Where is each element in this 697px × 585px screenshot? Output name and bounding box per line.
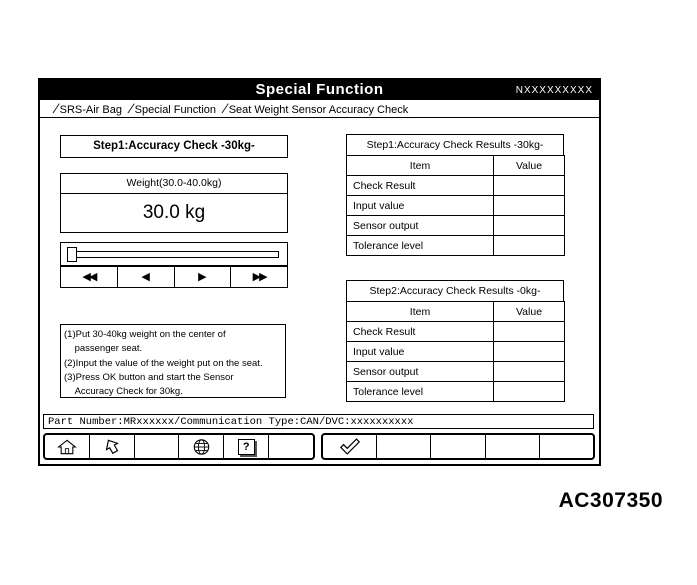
table-row bbox=[347, 382, 565, 402]
slider-track[interactable] bbox=[69, 251, 279, 258]
instruction-text: (1)Put 30-40kg weight on the center of passenger seat. (2)Input the value of the weight put on the seat. (3)Press OK button and start the Sensor Accuracy Check for 30kg. bbox=[60, 324, 286, 398]
table-header-row bbox=[347, 302, 565, 322]
window-title: Special Function bbox=[255, 81, 384, 98]
results-table2 bbox=[346, 301, 565, 402]
column-header-value: Value bbox=[494, 302, 565, 322]
row-item: Tolerance level bbox=[347, 236, 494, 256]
figure-caption: AC307350 bbox=[558, 489, 663, 512]
row-item: Check Result bbox=[347, 176, 494, 196]
weight-range-label: Weight(30.0-40.0kg) bbox=[61, 174, 287, 194]
row-item: Tolerance level bbox=[347, 382, 494, 402]
table-row bbox=[347, 322, 565, 342]
help-button[interactable] bbox=[224, 435, 269, 458]
row-value bbox=[494, 216, 565, 236]
row-item: Sensor output bbox=[347, 216, 494, 236]
table-row bbox=[347, 362, 565, 382]
special-function-window bbox=[38, 78, 601, 466]
up-arrow-icon bbox=[100, 435, 124, 459]
row-item: Check Result bbox=[347, 322, 494, 342]
help-icon: ? bbox=[238, 439, 255, 455]
results-table1-title: Step1:Accuracy Check Results -30kg- bbox=[346, 134, 564, 157]
toolbar-empty-slot bbox=[377, 435, 431, 458]
globe-icon bbox=[192, 438, 211, 456]
row-value bbox=[494, 382, 565, 402]
title-bar bbox=[40, 80, 599, 100]
table-row bbox=[347, 342, 565, 362]
table-row bbox=[347, 176, 565, 196]
column-header-item: Item bbox=[347, 156, 494, 176]
weight-input-box bbox=[60, 173, 288, 233]
decrease-button[interactable]: ◀ bbox=[117, 266, 175, 288]
row-value bbox=[494, 362, 565, 382]
breadcrumb bbox=[40, 100, 599, 118]
ok-button[interactable] bbox=[323, 435, 377, 458]
fast-increase-button[interactable]: ▶▶ bbox=[230, 266, 288, 288]
row-value bbox=[494, 196, 565, 216]
column-header-item: Item bbox=[347, 302, 494, 322]
row-value bbox=[494, 322, 565, 342]
increase-button[interactable]: ▶ bbox=[174, 266, 232, 288]
breadcrumb-separator: / bbox=[52, 101, 60, 116]
row-value bbox=[494, 176, 565, 196]
toolbar-left-group bbox=[43, 433, 315, 460]
up-level-button[interactable] bbox=[90, 435, 135, 458]
weight-adjust-buttons bbox=[60, 266, 288, 288]
row-value bbox=[494, 236, 565, 256]
status-bar: Part Number:MRxxxxxx/Communication Type:CAN/DVC:xxxxxxxxxx bbox=[43, 414, 594, 429]
row-item: Input value bbox=[347, 342, 494, 362]
breadcrumb-separator: / bbox=[127, 101, 135, 116]
toolbar-empty-slot bbox=[135, 435, 180, 458]
home-icon bbox=[57, 438, 77, 456]
table-row bbox=[347, 236, 565, 256]
toolbar-empty-slot bbox=[431, 435, 485, 458]
results-table1 bbox=[346, 155, 565, 256]
weight-value: 30.0 kg bbox=[142, 202, 206, 223]
toolbar-empty-slot bbox=[486, 435, 540, 458]
results-table2-title: Step2:Accuracy Check Results -0kg- bbox=[346, 280, 564, 303]
globe-button[interactable] bbox=[179, 435, 224, 458]
step-title: Step1:Accuracy Check -30kg- bbox=[60, 135, 288, 158]
window-id-code: NXXXXXXXXX bbox=[515, 85, 593, 96]
row-value bbox=[494, 342, 565, 362]
breadcrumb-separator: / bbox=[221, 101, 229, 116]
toolbar-empty-slot bbox=[540, 435, 593, 458]
fast-decrease-button[interactable]: ◀◀ bbox=[60, 266, 118, 288]
home-button[interactable] bbox=[45, 435, 90, 458]
toolbar-right-group bbox=[321, 433, 595, 460]
row-item: Input value bbox=[347, 196, 494, 216]
column-header-value: Value bbox=[494, 156, 565, 176]
check-icon bbox=[338, 438, 362, 455]
table-header-row bbox=[347, 156, 565, 176]
row-item: Sensor output bbox=[347, 362, 494, 382]
table-row bbox=[347, 216, 565, 236]
breadcrumb-item-check[interactable]: Seat Weight Sensor Accuracy Check bbox=[228, 104, 409, 116]
breadcrumb-item-function[interactable]: Special Function bbox=[134, 104, 216, 116]
breadcrumb-item-system[interactable]: SRS-Air Bag bbox=[59, 104, 122, 116]
weight-slider bbox=[60, 242, 288, 266]
toolbar-empty-slot bbox=[269, 435, 313, 458]
table-row bbox=[347, 196, 565, 216]
slider-handle[interactable] bbox=[67, 247, 77, 262]
